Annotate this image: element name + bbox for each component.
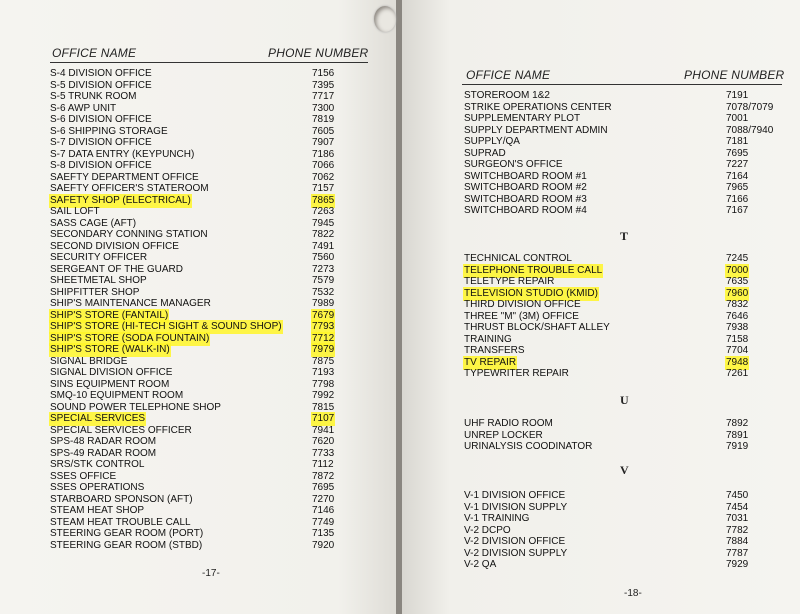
directory-entry bbox=[50, 528, 390, 540]
phone-number: 7989 bbox=[312, 298, 335, 309]
phone-number: 7167 bbox=[726, 205, 749, 216]
phone-number: 7164 bbox=[726, 170, 749, 182]
office-name: S-6 SHIPPING STORAGE bbox=[50, 125, 168, 137]
directory-entry bbox=[50, 448, 390, 460]
directory-entry bbox=[50, 425, 390, 437]
phone-number: 7107 bbox=[312, 413, 335, 424]
office-name: SSES OPERATIONS bbox=[50, 482, 145, 493]
directory-entry bbox=[50, 413, 390, 425]
office-name: UHF RADIO ROOM bbox=[464, 418, 553, 429]
office-name: SHIP'S MAINTENANCE MANAGER bbox=[50, 298, 211, 309]
directory-entry bbox=[464, 288, 794, 300]
phone-number: 7793 bbox=[312, 321, 335, 332]
phone-number: 7733 bbox=[312, 447, 335, 459]
phone-number: 7166 bbox=[726, 193, 749, 205]
office-name: SIGNAL BRIDGE bbox=[50, 355, 128, 367]
directory-entry bbox=[464, 194, 794, 206]
phone-number: 7798 bbox=[312, 378, 335, 390]
office-name: STEAM HEAT SHOP bbox=[50, 505, 145, 516]
directory-entry bbox=[50, 517, 390, 529]
phone-number: 7919 bbox=[726, 441, 749, 452]
directory-entry bbox=[50, 459, 390, 471]
directory-entry bbox=[50, 287, 390, 299]
header-rule bbox=[462, 84, 782, 85]
office-name: V-2 QA bbox=[464, 559, 497, 570]
directory-entry bbox=[464, 159, 794, 171]
phone-number: 7712 bbox=[312, 332, 335, 344]
section-letter-t: T bbox=[620, 229, 629, 243]
phone-number: 7193 bbox=[312, 367, 335, 378]
office-name: STRIKE OPERATIONS CENTER bbox=[464, 101, 612, 113]
directory-entry bbox=[50, 298, 390, 310]
phone-number: 7112 bbox=[312, 459, 334, 470]
office-name: SPECIAL SERVICES bbox=[50, 413, 146, 424]
left-page bbox=[0, 0, 398, 614]
office-name: V-1 DIVISION OFFICE bbox=[464, 490, 566, 501]
office-name-header: OFFICE NAME bbox=[466, 68, 551, 82]
phone-number: 7146 bbox=[312, 505, 335, 516]
directory-entry bbox=[50, 206, 390, 218]
office-name: SRS/STK CONTROL bbox=[50, 459, 145, 470]
office-name: STOREROOM 1&2 bbox=[464, 90, 550, 101]
office-name: SAEFTY DEPARTMENT OFFICE bbox=[50, 171, 199, 183]
page-number: -18- bbox=[624, 588, 642, 599]
office-name: SIGNAL DIVISION OFFICE bbox=[50, 367, 173, 378]
directory-entry bbox=[50, 321, 390, 333]
office-name: S-4 DIVISION OFFICE bbox=[50, 68, 152, 79]
directory-entry bbox=[464, 418, 794, 430]
office-name: S-7 DATA ENTRY (KEYPUNCH) bbox=[50, 148, 195, 160]
phone-number: 7066 bbox=[312, 160, 335, 171]
directory-entry bbox=[464, 125, 794, 137]
phone-number: 7749 bbox=[312, 516, 335, 528]
phone-number: 7450 bbox=[726, 490, 749, 501]
office-name: S-8 DIVISION OFFICE bbox=[50, 160, 152, 171]
phone-number: 7078/7079 bbox=[726, 101, 774, 113]
directory-entry bbox=[464, 136, 794, 148]
directory-entry bbox=[464, 525, 794, 537]
directory-entry bbox=[464, 357, 794, 369]
directory-entry bbox=[464, 441, 794, 453]
office-name: TRAINING bbox=[464, 333, 512, 345]
office-name: SHIP'S STORE (SODA FOUNTAIN) bbox=[50, 332, 210, 344]
phone-number: 7156 bbox=[312, 68, 335, 79]
directory-entry bbox=[464, 102, 794, 114]
phone-number: 7865 bbox=[312, 194, 335, 206]
directory-entry bbox=[464, 311, 794, 323]
phone-number: 7704 bbox=[726, 345, 749, 356]
phone-number: 7646 bbox=[726, 310, 749, 322]
directory-entry bbox=[50, 80, 390, 92]
office-name: STEERING GEAR ROOM (STBD) bbox=[50, 539, 203, 551]
phone-number: 7992 bbox=[312, 390, 335, 401]
office-name: TELETYPE REPAIR bbox=[464, 276, 555, 287]
directory-entry bbox=[50, 195, 390, 207]
directory-entry bbox=[464, 368, 794, 380]
directory-entry bbox=[464, 299, 794, 311]
directory-entry bbox=[50, 126, 390, 138]
phone-number: 7979 bbox=[312, 344, 335, 355]
phone-number: 7062 bbox=[312, 171, 335, 183]
office-name: URINALYSIS COODINATOR bbox=[464, 441, 593, 452]
office-name: SAEFTY OFFICER'S STATEROOM bbox=[50, 183, 209, 194]
office-name: V-1 TRAINING bbox=[464, 513, 530, 524]
directory-entry bbox=[50, 540, 390, 552]
office-name: SUPPLY DEPARTMENT ADMIN bbox=[464, 124, 608, 136]
phone-number: 7191 bbox=[726, 90, 749, 101]
office-name: SWITCHBOARD ROOM #1 bbox=[464, 170, 587, 182]
office-name: TYPEWRITER REPAIR bbox=[464, 368, 569, 379]
phone-number: 7815 bbox=[312, 401, 335, 413]
directory-entry bbox=[50, 241, 390, 253]
phone-number: 7395 bbox=[312, 79, 335, 91]
office-name: S-6 AWP UNIT bbox=[50, 102, 117, 114]
office-name: SAFETY SHOP (ELECTRICAL) bbox=[50, 194, 191, 206]
office-name: STEERING GEAR ROOM (PORT) bbox=[50, 528, 204, 539]
directory-entry bbox=[464, 548, 794, 560]
directory-entry bbox=[464, 536, 794, 548]
office-name: V-2 DCPO bbox=[464, 524, 511, 536]
office-name: V-1 DIVISION SUPPLY bbox=[464, 501, 568, 513]
office-name: TELEVISION STUDIO (KMID) bbox=[464, 287, 598, 299]
office-name: SSES OFFICE bbox=[50, 470, 117, 482]
phone-number: 7782 bbox=[726, 524, 749, 536]
office-name: TV REPAIR bbox=[464, 356, 517, 368]
section-letter-u: U bbox=[620, 393, 629, 407]
directory-entry bbox=[50, 275, 390, 287]
directory-entry bbox=[464, 490, 794, 502]
directory-entry bbox=[464, 513, 794, 525]
phone-number: 7620 bbox=[312, 436, 335, 447]
office-name: TELEPHONE TROUBLE CALL bbox=[464, 264, 603, 276]
phone-number-header: PHONE NUMBER bbox=[268, 46, 369, 60]
phone-number: 7605 bbox=[312, 125, 335, 137]
office-name: SWITCHBOARD ROOM #3 bbox=[464, 193, 587, 205]
phone-number: 7872 bbox=[312, 470, 335, 482]
header-rule bbox=[50, 62, 368, 63]
phone-number: 7679 bbox=[312, 309, 335, 321]
directory-entry bbox=[464, 90, 794, 102]
phone-number: 7948 bbox=[726, 356, 749, 368]
phone-number: 7261 bbox=[726, 368, 749, 379]
phone-number: 7186 bbox=[312, 148, 335, 160]
office-name: SUPRAD bbox=[464, 147, 506, 159]
directory-entry bbox=[50, 505, 390, 517]
directory-entry bbox=[50, 218, 390, 230]
phone-number: 7245 bbox=[726, 253, 749, 264]
directory-entry bbox=[50, 114, 390, 126]
directory-entry bbox=[50, 264, 390, 276]
phone-number: 7454 bbox=[726, 501, 749, 513]
phone-number: 7532 bbox=[312, 286, 335, 298]
office-name: SUPPLEMENTARY PLOT bbox=[464, 113, 581, 124]
directory-entry bbox=[464, 265, 794, 277]
directory-entry bbox=[50, 137, 390, 149]
phone-number: 7945 bbox=[312, 217, 335, 229]
directory-entry bbox=[50, 344, 390, 356]
directory-entry bbox=[464, 182, 794, 194]
phone-number: 7920 bbox=[312, 539, 335, 551]
phone-number: 7635 bbox=[726, 276, 749, 287]
office-name: S-5 TRUNK ROOM bbox=[50, 91, 137, 102]
office-name: TECHNICAL CONTROL bbox=[464, 253, 572, 264]
phone-number: 7891 bbox=[726, 429, 749, 441]
directory-entry bbox=[464, 148, 794, 160]
phone-number: 7560 bbox=[312, 252, 335, 263]
directory-entry bbox=[50, 310, 390, 322]
directory-entry bbox=[50, 482, 390, 494]
directory-entry bbox=[464, 205, 794, 217]
phone-number: 7135 bbox=[312, 528, 335, 539]
office-name: THRUST BLOCK/SHAFT ALLEY bbox=[464, 322, 610, 333]
phone-number: 7787 bbox=[726, 547, 749, 559]
office-name: SPECIAL SERVICES OFFICER bbox=[50, 424, 192, 436]
phone-number: 7875 bbox=[312, 355, 335, 367]
office-name: SAIL LOFT bbox=[50, 206, 100, 217]
office-name: S-7 DIVISION OFFICE bbox=[50, 137, 152, 148]
office-name: THIRD DIVISION OFFICE bbox=[464, 299, 581, 310]
phone-number: 7832 bbox=[726, 299, 749, 310]
phone-number: 7892 bbox=[726, 418, 749, 429]
binding-hole-left bbox=[374, 6, 396, 32]
phone-number: 7181 bbox=[726, 136, 749, 147]
office-name: TRANSFERS bbox=[464, 345, 525, 356]
phone-number: 7695 bbox=[726, 147, 749, 159]
office-name-header: OFFICE NAME bbox=[52, 46, 137, 60]
directory-entry bbox=[50, 183, 390, 195]
directory-entry bbox=[50, 402, 390, 414]
phone-number: 7819 bbox=[312, 114, 335, 125]
office-name: SECONDARY CONNING STATION bbox=[50, 229, 208, 240]
directory-entry bbox=[464, 345, 794, 357]
office-name: SWITCHBOARD ROOM #2 bbox=[464, 182, 587, 193]
phone-number: 7938 bbox=[726, 322, 749, 333]
right-page bbox=[402, 0, 800, 614]
phone-number: 7929 bbox=[726, 559, 749, 570]
phone-number: 7491 bbox=[312, 240, 335, 252]
phone-number: 7941 bbox=[312, 424, 335, 436]
page-number: -17- bbox=[202, 568, 220, 579]
directory-entry bbox=[50, 229, 390, 241]
office-name: SASS CAGE (AFT) bbox=[50, 217, 137, 229]
office-name: THREE "M" (3M) OFFICE bbox=[464, 310, 579, 322]
phone-number-header: PHONE NUMBER bbox=[684, 68, 785, 82]
phone-number: 7695 bbox=[312, 482, 335, 493]
office-name: SOUND POWER TELEPHONE SHOP bbox=[50, 401, 221, 413]
phone-number: 7907 bbox=[312, 137, 335, 148]
office-name: SURGEON'S OFFICE bbox=[464, 159, 563, 170]
section-letter-v: V bbox=[620, 463, 629, 477]
office-name: SHIP'S STORE (HI-TECH SIGHT & SOUND SHOP) bbox=[50, 321, 282, 332]
office-name: V-2 DIVISION SUPPLY bbox=[464, 547, 568, 559]
directory-entry bbox=[464, 559, 794, 571]
phone-number: 7157 bbox=[312, 183, 335, 194]
directory-entry bbox=[50, 103, 390, 115]
phone-number: 7822 bbox=[312, 229, 335, 240]
office-name: SUPPLY/QA bbox=[464, 136, 520, 147]
directory-entry bbox=[50, 390, 390, 402]
phone-number: 7088/7940 bbox=[726, 124, 774, 136]
office-name: STEAM HEAT TROUBLE CALL bbox=[50, 516, 191, 528]
phone-number: 7717 bbox=[312, 91, 335, 102]
office-name: SWITCHBOARD ROOM #4 bbox=[464, 205, 587, 216]
phone-number: 7000 bbox=[726, 264, 749, 276]
office-name: STARBOARD SPONSON (AFT) bbox=[50, 493, 193, 505]
phone-number: 7031 bbox=[726, 513, 749, 524]
phone-number: 7001 bbox=[726, 113, 749, 124]
office-name: S-6 DIVISION OFFICE bbox=[50, 114, 152, 125]
directory-entry bbox=[464, 334, 794, 346]
directory-entry bbox=[50, 436, 390, 448]
phone-number: 7579 bbox=[312, 275, 335, 286]
directory-entry bbox=[50, 91, 390, 103]
office-name: SINS EQUIPMENT ROOM bbox=[50, 378, 170, 390]
directory-entry bbox=[50, 160, 390, 172]
phone-number: 7227 bbox=[726, 159, 749, 170]
directory-entry bbox=[464, 430, 794, 442]
office-name: V-2 DIVISION OFFICE bbox=[464, 536, 566, 547]
phone-number: 7263 bbox=[312, 206, 335, 217]
office-name: SPS-48 RADAR ROOM bbox=[50, 436, 157, 447]
phone-number: 7158 bbox=[726, 333, 749, 345]
office-name: UNREP LOCKER bbox=[464, 429, 543, 441]
directory-entry bbox=[464, 171, 794, 183]
office-name: SHEETMETAL SHOP bbox=[50, 275, 147, 286]
directory-entry bbox=[50, 356, 390, 368]
directory-entry bbox=[50, 68, 390, 80]
office-name: SERGEANT OF THE GUARD bbox=[50, 263, 183, 275]
phone-number: 7960 bbox=[726, 287, 749, 299]
office-name: SHIPFITTER SHOP bbox=[50, 286, 140, 298]
phone-number: 7884 bbox=[726, 536, 749, 547]
directory-entry bbox=[50, 252, 390, 264]
directory-entry bbox=[50, 149, 390, 161]
office-name: SHIP'S STORE (WALK-IN) bbox=[50, 344, 170, 355]
directory-entry bbox=[50, 379, 390, 391]
phone-number: 7273 bbox=[312, 263, 335, 275]
office-name: SMQ-10 EQUIPMENT ROOM bbox=[50, 390, 184, 401]
directory-entry bbox=[50, 367, 390, 379]
directory-entry bbox=[50, 333, 390, 345]
office-name: SECOND DIVISION OFFICE bbox=[50, 240, 179, 252]
directory-entry bbox=[464, 322, 794, 334]
phone-number: 7965 bbox=[726, 182, 749, 193]
office-name: S-5 DIVISION OFFICE bbox=[50, 79, 152, 91]
phone-number: 7300 bbox=[312, 102, 335, 114]
directory-entry bbox=[50, 494, 390, 506]
directory-entry bbox=[50, 471, 390, 483]
office-name: SHIP'S STORE (FANTAIL) bbox=[50, 309, 169, 321]
directory-entry bbox=[464, 276, 794, 288]
directory-entry bbox=[464, 502, 794, 514]
directory-entry bbox=[464, 253, 794, 265]
phone-number: 7270 bbox=[312, 493, 335, 505]
office-name: SPS-49 RADAR ROOM bbox=[50, 447, 157, 459]
directory-entry bbox=[464, 113, 794, 125]
office-name: SECURITY OFFICER bbox=[50, 252, 148, 263]
directory-entry bbox=[50, 172, 390, 184]
